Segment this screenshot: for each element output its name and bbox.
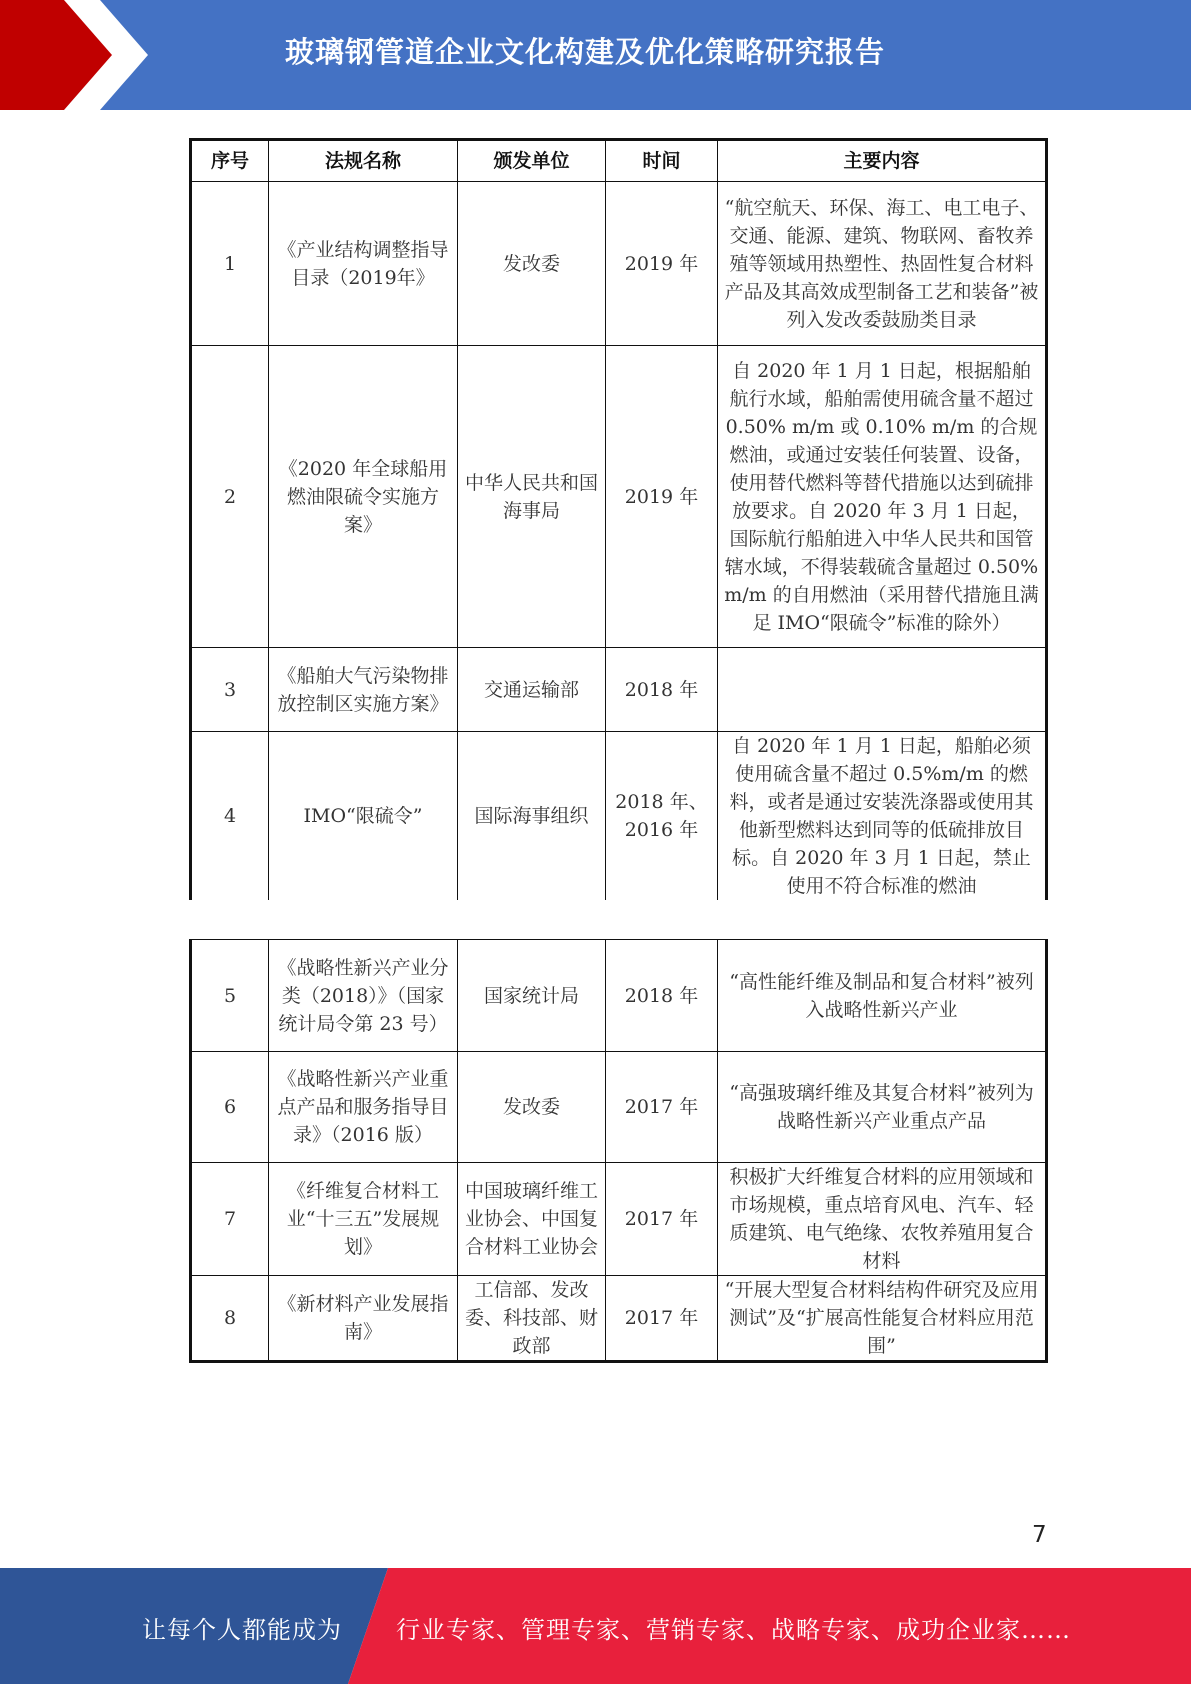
- row-no: 5: [191, 940, 269, 1052]
- table-row: [191, 940, 1047, 1052]
- row-org: 国际海事组织: [458, 732, 606, 901]
- table-row: [191, 732, 1047, 901]
- footer-slogan-left: 让每个人都能成为: [142, 1616, 342, 1644]
- row-org: 国家统计局: [458, 940, 606, 1052]
- row-no: 8: [191, 1276, 269, 1362]
- row-no: 1: [191, 182, 269, 346]
- row-content: 积极扩大纤维复合材料的应用领域和市场规模，重点培育风电、汽车、轻质建筑、电气绝缘、农牧养殖用复合材料: [718, 1163, 1047, 1276]
- row-name: 《纤维复合材料工业“十三五”发展规划》: [269, 1163, 458, 1276]
- row-no: 2: [191, 346, 269, 648]
- row-time: 2019 年: [606, 346, 718, 648]
- row-org: 中华人民共和国海事局: [458, 346, 606, 648]
- report-title: 玻璃钢管道企业文化构建及优化策略研究报告: [285, 35, 886, 69]
- row-name: 《战略性新兴产业分类（2018）》（国家统计局令第 23 号）: [269, 940, 458, 1052]
- table-row: [191, 1276, 1047, 1362]
- row-name: 《战略性新兴产业重点产品和服务指导目录》（2016 版）: [269, 1052, 458, 1163]
- row-name: 《船舶大气污染物排放控制区实施方案》: [269, 648, 458, 732]
- row-name: 《产业结构调整指导目录（2019年》: [269, 182, 458, 346]
- table-header-row: [191, 140, 1047, 182]
- column-header-no: 序号: [191, 140, 269, 182]
- row-org: 工信部、发改委、科技部、财政部: [458, 1276, 606, 1362]
- row-no: 6: [191, 1052, 269, 1163]
- row-no: 4: [191, 732, 269, 901]
- table-row: [191, 1052, 1047, 1163]
- row-time: 2018 年: [606, 648, 718, 732]
- row-time: 2017 年: [606, 1052, 718, 1163]
- row-org: 发改委: [458, 182, 606, 346]
- row-name: 《新材料产业发展指南》: [269, 1276, 458, 1362]
- page-number: 7: [1032, 1522, 1047, 1548]
- row-name: 《2020 年全球船用燃油限硫令实施方案》: [269, 346, 458, 648]
- row-content: “高性能纤维及制品和复合材料”被列入战略性新兴产业: [718, 940, 1047, 1052]
- row-content: 自 2020 年 1 月 1 日起，根据船舶航行水域，船舶需使用硫含量不超过 0.50% m/m 或 0.10% m/m 的合规燃油，或通过安装任何装置、设备，使用替代燃料等替代措施以达到硫排放要求。自 2020 年 3 月 1 日起，国际航行船舶进入中华人民共和国管辖水域，不得装载硫含量超过 0.50% m/m 的自用燃油（采用替代措施且满足 IMO“限硫令”标准的除外）: [718, 346, 1047, 648]
- column-header-name: 法规名称: [269, 140, 458, 182]
- row-name: IMO“限硫令”: [269, 732, 458, 901]
- table-row: [191, 182, 1047, 346]
- row-content: [718, 648, 1047, 732]
- row-time: 2017 年: [606, 1276, 718, 1362]
- row-content: “航空航天、环保、海工、电工电子、交通、能源、建筑、物联网、畜牧养殖等领域用热塑性、热固性复合材料产品及其高效成型制备工艺和装备”被列入发改委鼓励类目录: [718, 182, 1047, 346]
- row-time: 2018 年: [606, 940, 718, 1052]
- table-row: [191, 346, 1047, 648]
- row-no: 7: [191, 1163, 269, 1276]
- column-header-org: 颁发单位: [458, 140, 606, 182]
- regulations-table-part-2: [189, 939, 1048, 1363]
- row-content: “高强玻璃纤维及其复合材料”被列为战略性新兴产业重点产品: [718, 1052, 1047, 1163]
- row-no: 3: [191, 648, 269, 732]
- footer-slogan-right: 行业专家、管理专家、营销专家、战略专家、成功企业家……: [396, 1616, 1071, 1644]
- row-org: 发改委: [458, 1052, 606, 1163]
- row-org: 交通运输部: [458, 648, 606, 732]
- column-header-content: 主要内容: [718, 140, 1047, 182]
- column-header-time: 时间: [606, 140, 718, 182]
- row-org: 中国玻璃纤维工业协会、中国复合材料工业协会: [458, 1163, 606, 1276]
- row-time: 2017 年: [606, 1163, 718, 1276]
- table-row: [191, 648, 1047, 732]
- page-footer: [0, 1568, 1191, 1684]
- row-time: 2018 年、2016 年: [606, 732, 718, 901]
- table-row: [191, 1163, 1047, 1276]
- row-content: 自 2020 年 1 月 1 日起，船舶必须使用硫含量不超过 0.5%m/m 的燃料，或者是通过安装洗涤器或使用其他新型燃料达到同等的低硫排放目标。自 2020 年 3 月 1 日起，禁止使用不符合标准的燃油: [718, 732, 1047, 901]
- page-header: [0, 0, 1191, 110]
- row-time: 2019 年: [606, 182, 718, 346]
- row-content: “开展大型复合材料结构件研究及应用测试”及“扩展高性能复合材料应用范围”: [718, 1276, 1047, 1362]
- regulations-table-part-1: [189, 138, 1048, 900]
